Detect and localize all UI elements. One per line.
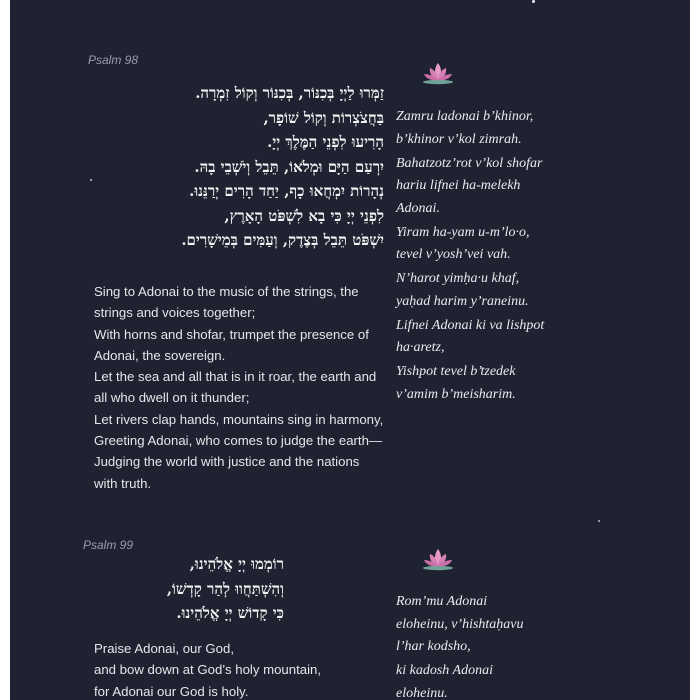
star-icon	[532, 0, 535, 3]
english-line: Praise Adonai, our God,	[94, 641, 235, 656]
translit-line: hariu lifnei ha-melekh	[396, 178, 521, 193]
translit-line: eloheinu, v’hishtaḥavu	[396, 616, 524, 632]
hebrew-line: בַּחֲצֹצְרוֹת וְקוֹל שׁוֹפָר,	[263, 108, 384, 127]
english-line: with truth.	[94, 475, 152, 491]
english-line: and bow down at God’s holy mountain,	[94, 662, 322, 678]
hebrew-line: כִּי קָדוֹשׁ יְיָ אֱלֹהֵינוּ.	[176, 604, 284, 622]
translit-line: Yiram ha-yam u-m’lo·o,	[396, 224, 530, 240]
psalm-99-transliteration	[396, 591, 596, 700]
psalm-99-english	[94, 638, 394, 700]
psalm-page	[10, 0, 690, 700]
lotus-icon	[420, 546, 456, 572]
lotus-icon	[420, 60, 456, 86]
psalm-98-hebrew	[84, 81, 384, 253]
psalm-98-english	[94, 281, 394, 494]
hebrew-line: זַמְּרוּ לַיְיָ בְּכִנּוֹר, בְּכִנּוֹר וְקוֹל זִמְרָה.	[195, 84, 384, 102]
translit-line: Bahatzotz’rot v’kol shofar	[396, 155, 543, 171]
english-line: With horns and shofar, trumpet the presence of	[94, 326, 369, 342]
hebrew-line: נְהָרוֹת יִמְחֲאוּ כָף, יַחַד הָרִים יְרַנֵּנוּ.	[189, 182, 384, 200]
translit-line: b’khinor v’kol zimrah.	[396, 131, 522, 147]
psalm-98-transliteration	[396, 106, 596, 406]
hebrew-line: יִרְעַם הַיָּם וּמְלֹאוֹ, תֵּבֵל וְיֹשְׁבֵי בָהּ.	[194, 157, 384, 176]
translit-line: ha·aretz,	[396, 340, 445, 355]
translit-line: l’har kodsho,	[396, 639, 471, 654]
translit-line: tevel v’yosh’vei vah.	[396, 247, 511, 262]
translit-line: yaḥad harim y’raneinu.	[396, 293, 529, 309]
translit-line: Lifnei Adonai ki va lishpot	[396, 317, 545, 333]
english-line: Sing to Adonai to the music of the strings, the	[94, 284, 359, 299]
psalm-98-label: Psalm 98	[88, 53, 139, 67]
english-line: Let the sea and all that is in it roar, the earth and	[94, 369, 377, 385]
translit-line: v’amim b’meisharim.	[396, 386, 516, 402]
english-line: for Adonai our God is holy.	[94, 683, 249, 699]
star-icon	[598, 520, 600, 522]
english-line: Judging the world with justice and the nations	[94, 454, 360, 470]
english-line: all who dwell on it thunder;	[94, 390, 250, 406]
translit-line: ki kadosh Adonai	[396, 663, 493, 678]
hebrew-line: רוֹמְמוּ יְיָ אֱלֹהֵינוּ,	[189, 555, 284, 573]
hebrew-line: וְהִשְׁתַּחֲווּ לְהַר קָדְשׁוֹ,	[166, 579, 284, 598]
translit-line: Rom’mu Adonai	[396, 594, 488, 609]
english-line: strings and voices together;	[94, 305, 256, 321]
translit-line: Adonai.	[396, 200, 440, 216]
hebrew-line: לִפְנֵי יְיָ כִּי בָא לִשְׁפֹּט הָאָרֶץ,	[224, 206, 384, 225]
english-line: Let rivers clap hands, mountains sing in harmony,	[94, 411, 384, 427]
translit-line: N’harot yimḥa·u khaf,	[396, 271, 520, 286]
hebrew-line: יִשְׁפֹּט תֵּבֵל בְּצֶדֶק, וְעַמִּים בְּמֵישָׁרִים.	[181, 231, 384, 249]
hebrew-line: הָרִיעוּ לִפְנֵי הַמֶּלֶךְ יְיָ.	[267, 133, 384, 151]
english-line: Adonai, the sovereign.	[94, 347, 226, 363]
translit-line: eloheinu.	[396, 685, 448, 700]
translit-line: Yishpot tevel b’tzedek	[396, 364, 516, 379]
psalm-99-label: Psalm 99	[83, 538, 134, 552]
translit-line: Zamru ladonai b’khinor,	[396, 109, 534, 124]
english-line: Greeting Adonai, who comes to judge the earth—	[94, 433, 383, 449]
psalm-99-hebrew	[84, 552, 284, 626]
